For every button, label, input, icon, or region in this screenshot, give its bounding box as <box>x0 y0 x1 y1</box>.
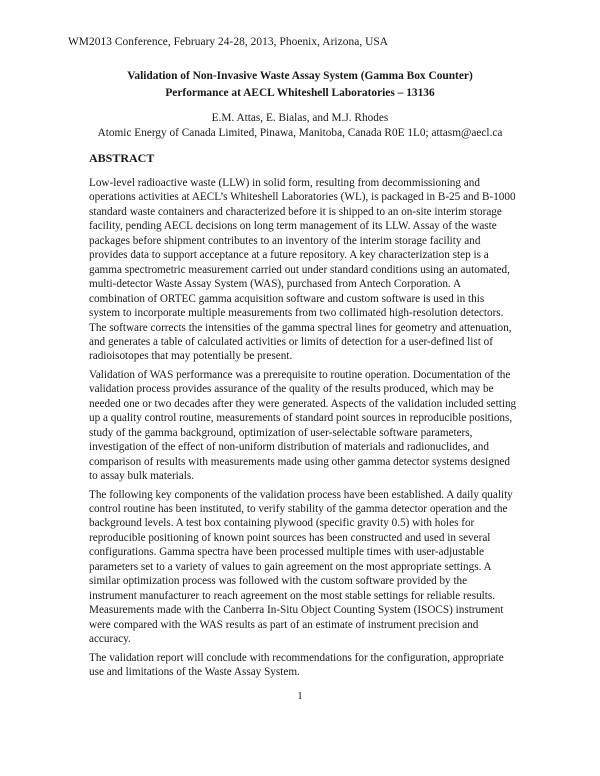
abstract-body <box>89 176 517 683</box>
paper-title <box>60 68 540 102</box>
conference-header: WM2013 Conference, February 24-28, 2013, Phoenix, Arizona, USA <box>68 36 389 48</box>
author-affiliation: Atomic Energy of Canada Limited, Pinawa, Manitoba, Canada R0E 1L0; attasm@aecl.ca <box>97 127 503 139</box>
abstract-heading: ABSTRACT <box>89 151 155 165</box>
abstract-paragraph-1: Low-level radioactive waste (LLW) in solid form, resulting from decommissioning and operations activities at AECL’s Whiteshell Laboratories (WL), is packaged in B-25 and B-1000 standard waste containers and characterized before it is shipped to an on-site interim storage facility, pending AECL decisions on long term management of its LLW. Assay of the waste packages before shipment contributes to an inventory of the interim storage facility and provides data to support acceptance at a future repository. A key characterization step is a gamma spectrometric measurement carried out under standard conditions using an automated, multi-detector Waste Assay System (WAS), purchased from Antech Corporation. A combination of ORTEC gamma acquisition software and custom software is used in this system to incorporate multiple measurements from two collimated high-resolution detectors. The software corrects the intensities of the gamma spectral lines for geometry and attenuation, and generates a table of calculated activities or limits of detection for a user-defined list of radioisotopes that may potentially be present. <box>89 177 516 363</box>
title-line-1: Validation of Non-Invasive Waste Assay System (Gamma Box Counter) <box>127 70 473 82</box>
author-block <box>40 111 560 141</box>
abstract-paragraph-3: The following key components of the validation process have been established. A daily quality control routine has been instituted, to verify stability of the gamma detector operation and the background levels. A test box containing plywood (specific gravity 0.5) with holes for reproducible positioning of known point sources has been constructed and used in several configurations. Gamma spectra have been processed multiple times with user-adjustable parameters set to a variety of values to gain agreement on the most appropriate settings. A similar optimization process was followed with the custom software provided by the instrument manufacturer to reach agreement on the most stable settings for reliable results. Measurements made with the Canberra In-Situ Object Counting System (ISOCS) instrument were compared with the WAS results as part of an estimate of instrument precision and accuracy. <box>89 488 513 646</box>
abstract-paragraph-4: The validation report will conclude with recommendations for the configuration, appropriate use and limitations of the Waste Assay System. <box>89 651 504 678</box>
abstract-paragraph-2: Validation of WAS performance was a prerequisite to routine operation. Documentation of the validation process provides assurance of the quality of the results produced, which may be needed one or two decades after they were generated. Aspects of the validation included setting up a quality control routine, measurements of standard point sources in reproducible positions, study of the gamma background, optimization of user-selectable software parameters, investigation of the effect of non-uniform distribution of materials and radionuclides, and comparison of results with measurements made using other gamma detector systems designed to assay bulk materials. <box>89 368 517 483</box>
author-names: E.M. Attas, E. Bialas, and M.J. Rhodes <box>211 112 389 124</box>
title-line-2: Performance at AECL Whiteshell Laboratories – 13136 <box>165 87 435 99</box>
page-number: 1 <box>297 690 303 702</box>
